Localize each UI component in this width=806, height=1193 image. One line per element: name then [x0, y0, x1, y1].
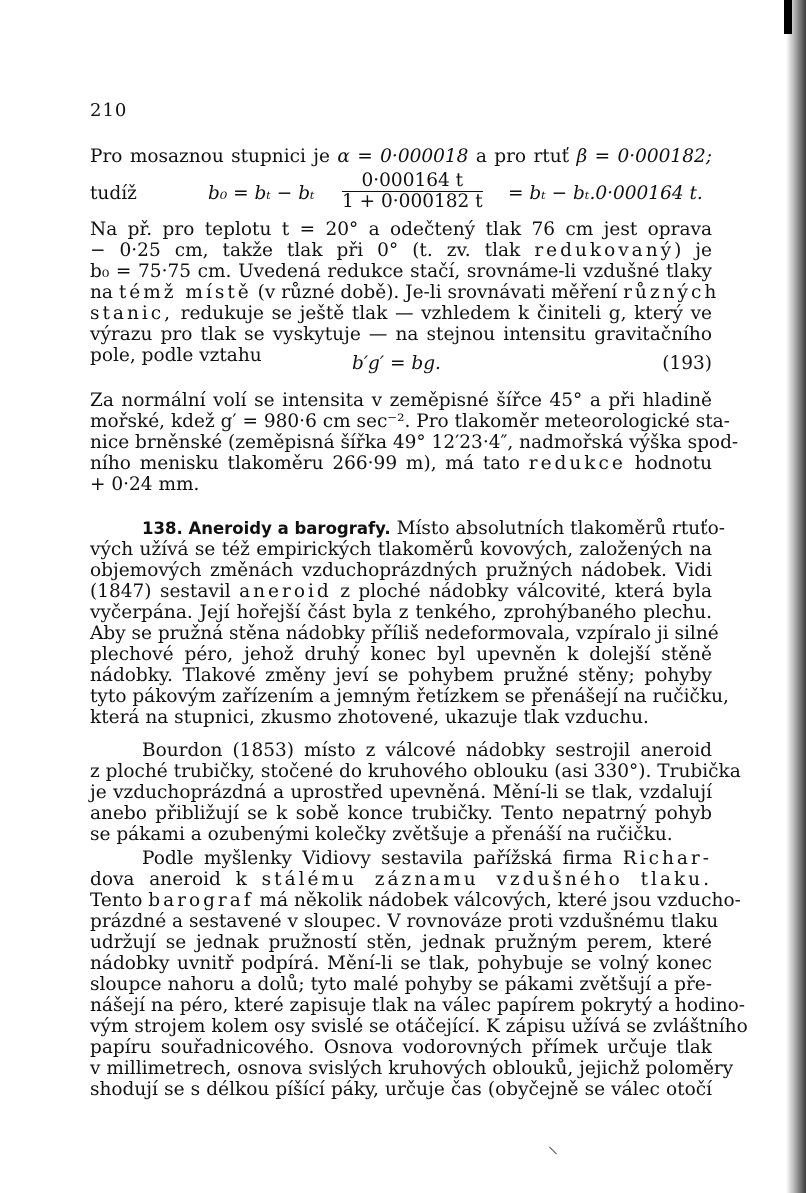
fraction: $\frac{0\cdot 000164 t}{1 + 0\cdot 000182 t}$ [342, 170, 483, 212]
text-line: se pákami a ozubenými kolečky zvětšuje a přenáší na ručičku. [90, 824, 673, 845]
text-line: Podle myšlenky Vidiovy sestavila pařížská firma Richar- [142, 848, 712, 869]
text-line: dova aneroid k stálému záznamu vzdušného tlaku. [90, 869, 712, 890]
paragraph-reduction [90, 219, 720, 374]
text-line: nádobky. Tlakové změny jeví se pohybem pružné stěny; pohyby [90, 665, 712, 686]
text-line: prázdné a sestavené v sloupec. V rovnováze proti vzdušnému tlaku [90, 911, 719, 932]
paragraph-formula [90, 146, 712, 215]
text-line: sloupce nahoru a dolů; tyto malé pohyby se pákami zvětšují a pře- [90, 974, 712, 995]
text-line: tyto pákovým zařízením a jemným řetízkem se přenášejí na ručičku, [90, 686, 729, 707]
text-line: udržují se jednak pružností stěn, jednak pružným perem, které [90, 932, 712, 953]
text-line: objemových změnách vzduchoprázdných pružných nádobek. Vidi [90, 560, 712, 581]
text-line: výrazu pro tlak se vyskytuje — na stejnou intensitu gravitačního [90, 324, 712, 345]
text-line: 138. Aneroidy a barografy. Místo absolutních tlakoměrů rtuťo- [142, 518, 726, 539]
text-line: − 0·25 cm, takže tlak při 0° (t. zv. tlak redukovaný) je [90, 240, 712, 261]
text-line: stanic, redukuje se ještě tlak — vzhledem k činiteli g, který ve [90, 303, 712, 324]
text-line: mořské, kdež g′ = 980·6 cm sec⁻². Pro tlakoměr meteorologické sta- [90, 411, 730, 432]
text-line: na témž místě (v různé době). Je-li srovnávati měření různých [90, 282, 720, 303]
text-line: je vzduchoprázdná a uprostřed upevněná. Mění-li se tlak, vzdalují [90, 782, 712, 803]
text-line: papíru souřadnicového. Osnova vodorovných přímek určuje tlak [90, 1037, 712, 1058]
text-line: z ploché trubičky, stočené do kruhového oblouku (asi 330°). Trubička [90, 761, 741, 782]
text-line: + 0·24 mm. [90, 474, 200, 495]
text-line: shodují se s délkou píšící páky, určuje čas (obyčejně se válec otočí [90, 1079, 712, 1100]
paragraph-barograph [90, 848, 748, 1100]
text-line: anebo přibližují se k sobě konce trubičky. Tento nepatrný pohyb [90, 803, 712, 824]
text-line: (1847) sestavil aneroid z ploché nádobky válcovité, která byla [90, 581, 712, 602]
text-line: Za normální volí se intensita v zeměpisné šířce 45° a při hladině [90, 390, 712, 411]
text-line: Pro mosaznou stupnici je α = 0·000018 a pro rtuť β = 0·000182; [90, 146, 712, 167]
text-line: vým strojem kolem osy svislé se otáčející. K zápisu užívá se zvláštního [90, 1016, 748, 1037]
formula-line: tudíž b₀ = bₜ − bₜ $\frac{0\cdot 000164 t}{1 + 0\cdot 000182 t}$ = bₜ − bₜ.0·000164 t. [90, 170, 703, 212]
text-line: která na stupnici, zkusmo zhotovené, ukazuje tlak vzduchu. [90, 707, 649, 728]
text-line: plechové péro, jehož druhý konec byl upevněn k dolejší stěně [90, 644, 712, 665]
section-heading: 138. Aneroidy a barografy. [142, 519, 391, 538]
page-edge-shadow [786, 0, 806, 1193]
text-line: Bourdon (1853) místo z válcové nádobky sestrojil aneroid [142, 740, 712, 761]
text-line: b₀ = 75·75 cm. Uvedená redukce stačí, srovnáme-li vzdušné tlaky [90, 261, 712, 282]
text-line: nice brněnské (zeměpisná šířka 49° 12′23·4″, nadmořská výška spod- [90, 432, 739, 453]
text-line: Tento barograf má několik nádobek válcových, které jsou vzducho- [90, 890, 741, 911]
text-line: Aby se pružná stěna nádobky příliš nedeformovala, vzpíralo ji silné [90, 623, 719, 644]
equation-193: pole, podle vztahu b′g′ = bg. (193) [90, 345, 712, 374]
text-line: vých užívá se též empirických tlakoměrů kovových, založených na [90, 539, 712, 560]
text-line: vyčerpána. Její hořejší část byla z tenkého, zprohýbaného plechu. [90, 602, 712, 623]
paragraph-normal-intensity [90, 390, 739, 495]
paragraph-bourdon [90, 740, 741, 845]
text-line: nášejí na péro, které zapisuje tlak na válec papírem pokrytý a hodino- [90, 995, 746, 1016]
page-number: 210 [90, 100, 128, 121]
text-line: ního menisku tlakoměru 266·99 m), má tato redukce hodnotu [90, 453, 712, 474]
section-138 [90, 518, 729, 728]
text-line: nádobky uvnitř podpírá. Mění-li se tlak, pohybuje se volný konec [90, 953, 712, 974]
ink-mark [549, 1147, 557, 1155]
scan-corner-mark [784, 0, 792, 34]
text-line: v millimetrech, osnova svislých kruhových oblouků, jejichž poloměry [90, 1058, 734, 1079]
text-line: Na př. pro teplotu t = 20° a odečtený tlak 76 cm jest oprava [90, 219, 712, 240]
